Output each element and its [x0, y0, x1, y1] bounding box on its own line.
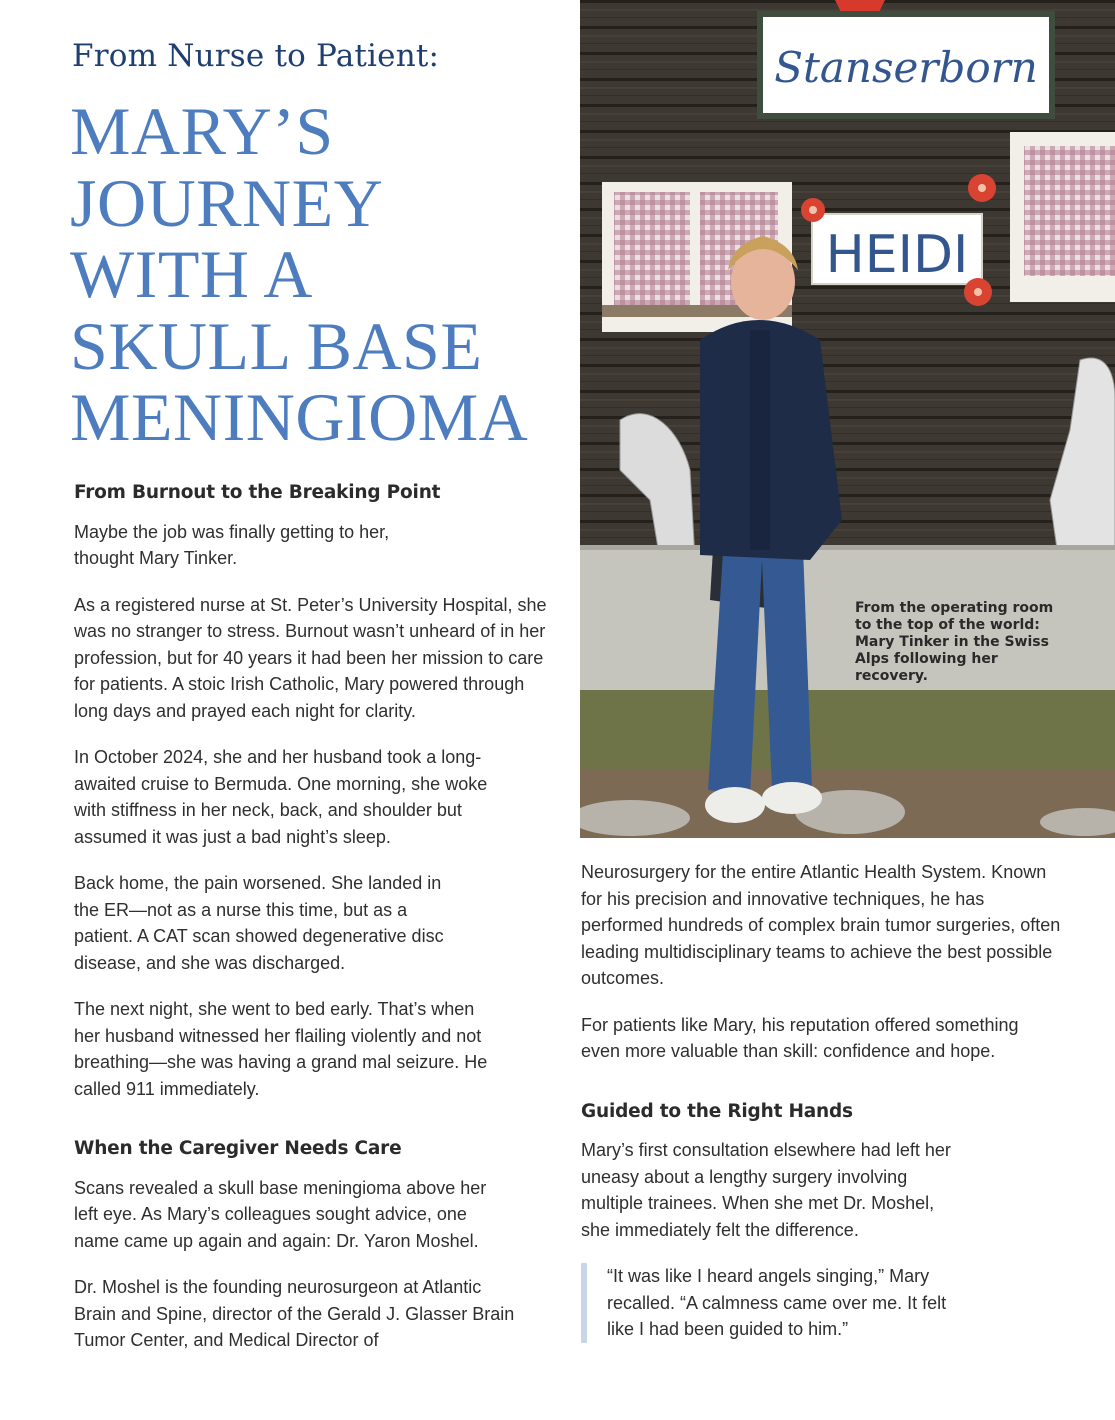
section-heading: From Burnout to the Breaking Point — [74, 482, 441, 503]
headline-line: WITH A — [70, 236, 313, 312]
headline-line: MENINGIOMA — [70, 379, 529, 455]
quote-text: “It was like I heard angels singing,” Mary recalled. “A calmness came over me. It felt like I had been guided to him.” — [607, 1266, 947, 1339]
stanserhorn-sign-text: Stanserborn — [774, 43, 1038, 92]
body-paragraph: Dr. Moshel is the founding neurosurgeon at Atlantic Brain and Spine, director of the Gerald J. Glasser Brain Tumor Center, and Medical Director of — [74, 1277, 515, 1350]
grass — [580, 690, 1115, 780]
section-heading: When the Caregiver Needs Care — [74, 1138, 402, 1159]
article-kicker: From Nurse to Patient: — [72, 38, 440, 74]
body-paragraph: As a registered nurse at St. Peter’s University Hospital, she was no stranger to stress. Burnout wasn’t unheard of in her profession, but for 40 years it had been her mission to care for patients. A stoic Irish Catholic, Mary powered through long days and prayed each night for clarity. — [74, 594, 547, 721]
headline-line: SKULL BASE — [70, 307, 483, 384]
feature-photo — [580, 0, 1115, 838]
section-heading: Guided to the Right Hands — [581, 1100, 853, 1122]
left-column — [74, 480, 550, 1374]
body-paragraph: Back home, the pain worsened. She landed in the ER—not as a nurse this time, but as a patient. A CAT scan showed degenerative disc disease, and she was discharged. — [74, 873, 444, 973]
headline-line: MARY’S — [70, 93, 334, 169]
body-paragraph: Neurosurgery for the entire Atlantic Health System. Known for his precision and innovative techniques, he has performed hundreds of complex brain tumor surgeries, often leading multidisciplinary teams to achieve the best possible outcomes. — [581, 862, 1061, 988]
body-paragraph: The next night, she went to bed early. That’s when her husband witnessed her flailing violently and not breathing—she was having a grand mal seizure. He called 911 immediately. — [74, 999, 488, 1099]
heidi-sign-text: HEIDI — [825, 225, 969, 285]
photo-caption: From the operating room to the top of the world: Mary Tinker in the Swiss Alps following her recovery. — [855, 600, 1054, 684]
photo-illustration — [580, 0, 1115, 838]
headline-line: JOURNEY — [70, 164, 384, 241]
article-headline — [70, 93, 570, 455]
body-paragraph: In October 2024, she and her husband took a long-awaited cruise to Bermuda. One morning, she woke with stiffness in her neck, back, and shoulder but assumed it was just a bad night’s sleep. — [74, 747, 488, 847]
body-paragraph: For patients like Mary, his reputation offered something even more valuable than skill: confidence and hope. — [581, 1014, 1019, 1061]
pull-quote — [581, 1263, 1061, 1343]
body-paragraph: Scans revealed a skull base meningioma above her left eye. As Mary’s colleagues sought advice, one name came up again and again: Dr. Yaron Moshel. — [74, 1177, 487, 1251]
right-column — [581, 859, 1061, 1343]
body-paragraph: Maybe the job was finally getting to her, thought Mary Tinker. — [74, 521, 390, 568]
body-paragraph: Mary’s first consultation elsewhere had left her uneasy about a lengthy surgery involving multiple trainees. When she met Dr. Moshel, she immediately felt the difference. — [581, 1140, 951, 1240]
